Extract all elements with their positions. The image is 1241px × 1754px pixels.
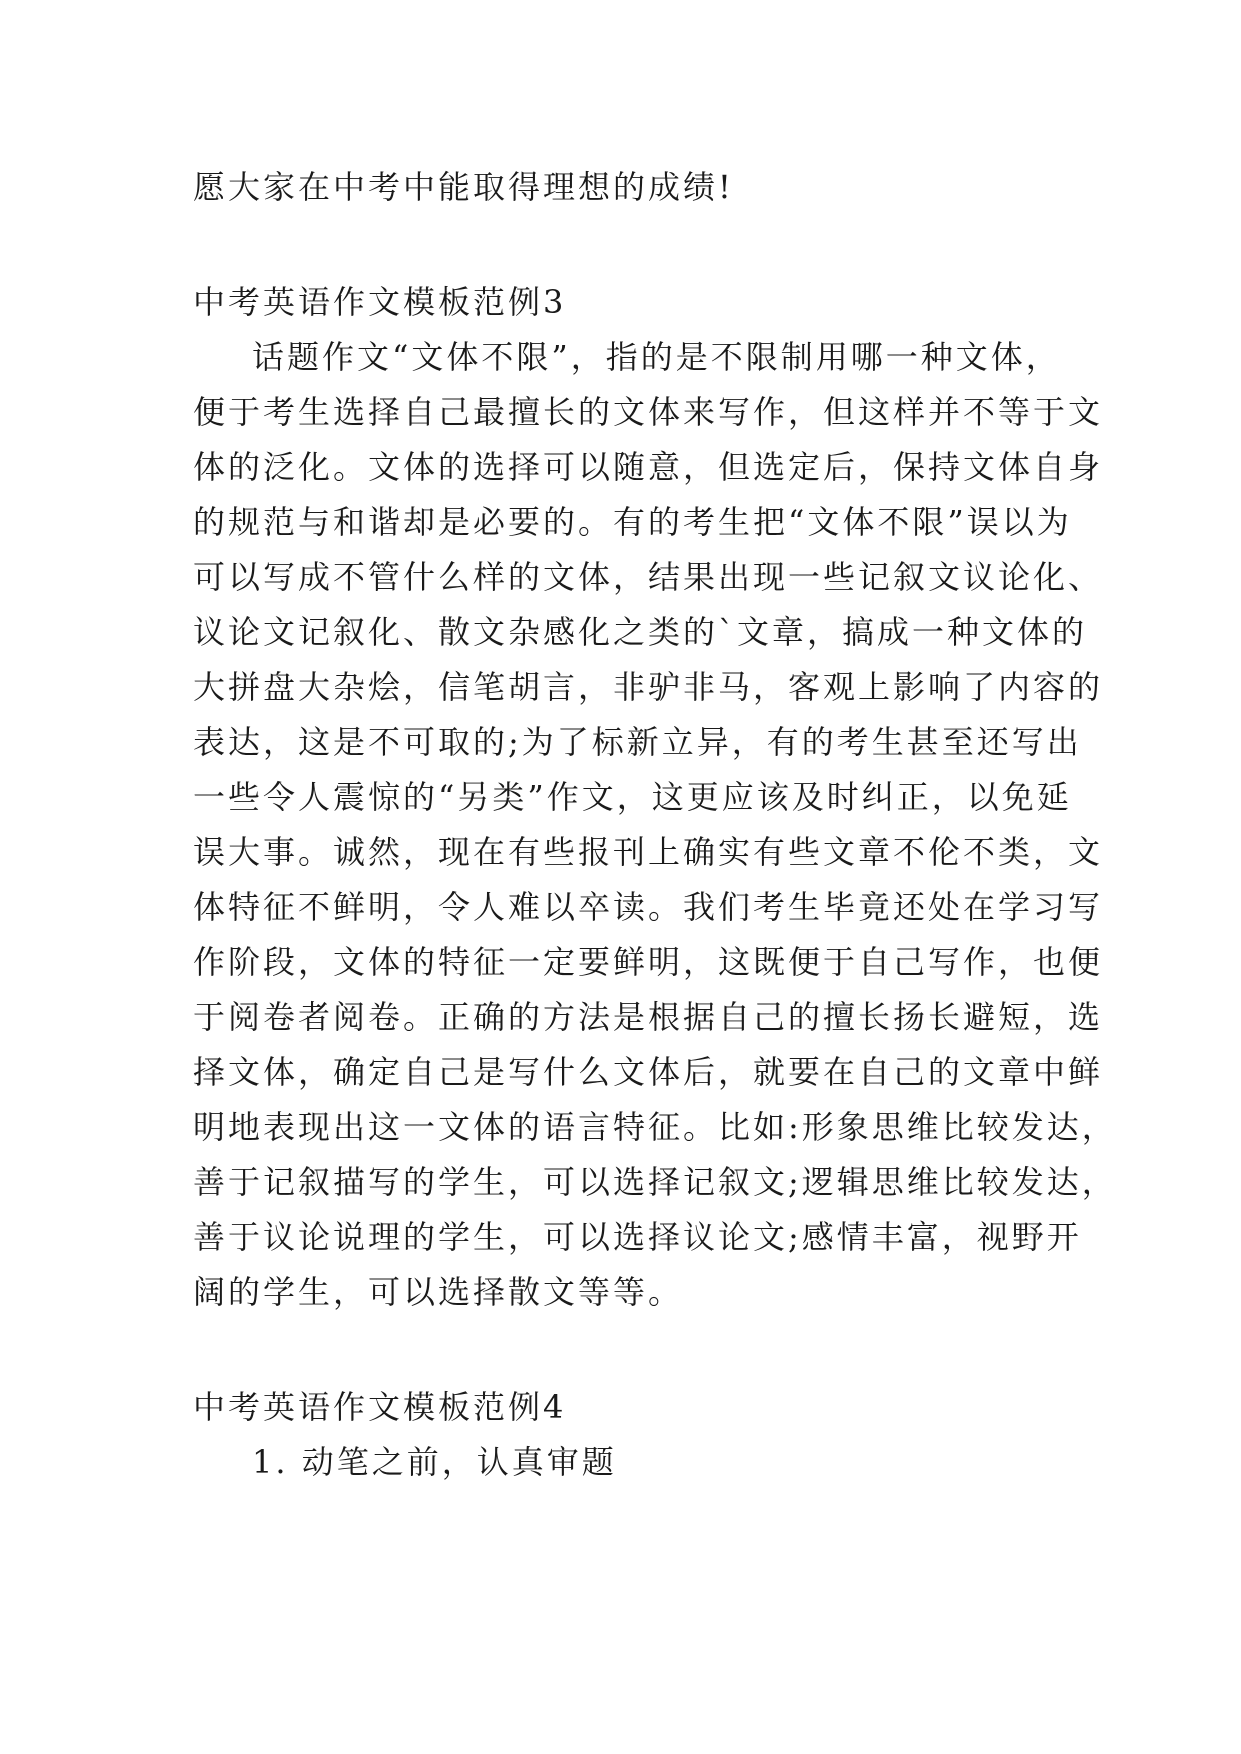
section3-paragraph-line: 议论文记叙化、散文杂感化之类的`文章，搞成一种文体的	[193, 613, 1088, 651]
section3-paragraph-line: 表达，这是不可取的;为了标新立异，有的考生甚至还写出	[193, 723, 1082, 761]
section4-title: 中考英语作文模板范例4	[193, 1388, 567, 1426]
section3-paragraph-line: 大拼盘大杂烩，信笔胡言，非驴非马，客观上影响了内容的	[193, 668, 1104, 706]
section3-paragraph-line: 于阅卷者阅卷。正确的方法是根据自己的擅长扬长避短，选	[193, 998, 1104, 1036]
section3-paragraph-line: 误大事。诚然，现在有些报刊上确实有些文章不伦不类，文	[193, 833, 1104, 871]
section3-paragraph-line: 一些令人震惊的“另类”作文，这更应该及时纠正，以免延	[193, 778, 1072, 816]
section3-title: 中考英语作文模板范例3	[193, 283, 567, 321]
section4-item-1: 1. 动笔之前，认真审题	[252, 1443, 617, 1481]
section3-paragraph-line: 善于记叙描写的学生，可以选择记叙文;逻辑思维比较发达，	[193, 1163, 1117, 1201]
section3-paragraph-line: 择文体，确定自己是写什么文体后，就要在自己的文章中鲜	[193, 1053, 1104, 1091]
section3-paragraph-line: 的规范与和谐却是必要的。有的考生把“文体不限”误以为	[193, 503, 1072, 541]
section3-paragraph-line: 可以写成不管什么样的文体，结果出现一些记叙文议论化、	[193, 558, 1104, 596]
closing-line: 愿大家在中考中能取得理想的成绩!	[193, 168, 734, 206]
section3-paragraph-line: 便于考生选择自己最擅长的文体来写作，但这样并不等于文	[193, 393, 1104, 431]
section3-paragraph-line: 明地表现出这一文体的语言特征。比如:形象思维比较发达，	[193, 1108, 1117, 1146]
section3-paragraph-line: 体特征不鲜明，令人难以卒读。我们考生毕竟还处在学习写	[193, 888, 1104, 926]
section3-paragraph-line: 话题作文“文体不限”，指的是不限制用哪一种文体，	[252, 338, 1061, 376]
section3-paragraph-line: 善于议论说理的学生，可以选择议论文;感情丰富，视野开	[193, 1218, 1082, 1256]
section3-paragraph-line: 阔的学生，可以选择散文等等。	[193, 1273, 684, 1311]
section3-paragraph-line: 体的泛化。文体的选择可以随意，但选定后，保持文体自身	[193, 448, 1104, 486]
section3-paragraph-line: 作阶段，文体的特征一定要鲜明，这既便于自己写作，也便	[193, 943, 1104, 981]
